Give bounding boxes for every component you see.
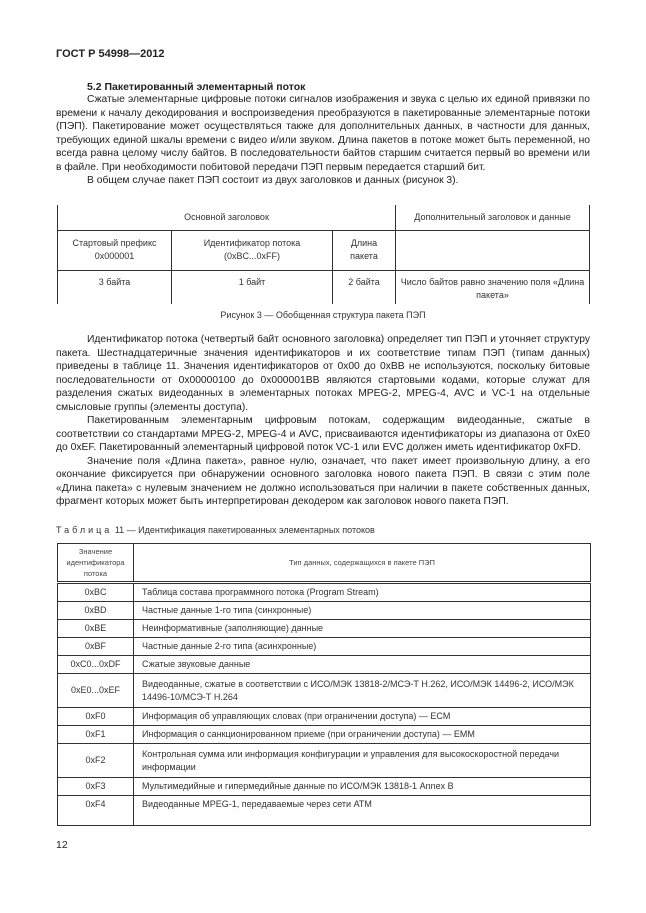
stream-id-cell: 0xF0 — [58, 708, 134, 726]
stream-id-cell: 0xE0...0xEF — [58, 674, 134, 708]
paragraph: Сжатые элементарные цифровые потоки сигналов изображения и звука с целью их единой привязки по времени к началу декодирования и воспроизведения преобразуются в пакетированные элементарные потоки (ПЭП). Пакетирование может осуществляться также для дополнительных данных, в частности для данных, требующих единой шкалы времени с видео и/или звуком. Длина пакетов в потоке может быть переменной, но всегда равна целому числу байтов. В последовательности байтов старшим считается первый во времени или в файле. При необходимости побитовой передачи ПЭП первым передается старший бит. — [56, 94, 590, 173]
size-start-prefix: 3 байта — [58, 270, 172, 304]
document-header: ГОСТ Р 54998—2012 — [56, 48, 165, 60]
figure-caption: Рисунок 3 — Обобщенная структура пакета ПЭП — [220, 310, 426, 320]
intro-text — [56, 93, 590, 188]
paragraph: Идентификатор потока (четвертый байт основного заголовка) определяет тип ПЭП и уточняет структуру пакета. Шестнадцатеричные значения идентификаторов и их соответствие типам ПЭП (типам данных) приведены в таблице 11. Значения идентификаторов от 0x00 до 0xBB не используются, поскольку битовые последовательности от 0x00000100 до 0x000001BB являются стартовыми кодами, которые служат для разделения сжатых видеоданных в элементарных потоках MPEG-2, MPEG-4, AVC и VC-1 на отдельные смысловые группы (элементы доступа). — [56, 334, 590, 413]
stream-id-cell: 0xBE — [58, 620, 134, 638]
stream-id-cell: 0xF2 — [58, 744, 134, 778]
stream-id-cell: 0xBF — [58, 638, 134, 656]
data-type-cell: Видеоданные MPEG-1, передаваемые через сети ATM — [134, 796, 591, 826]
data-type-cell: Таблица состава программного потока (Program Stream) — [134, 583, 591, 602]
table-caption-label: Таблица — [56, 525, 113, 535]
pes-structure-figure — [57, 205, 590, 304]
extra-header-cell: Дополнительный заголовок и данные — [396, 205, 590, 230]
section-title: 5.2 Пакетированный элементарный поток — [87, 81, 306, 93]
table-row — [58, 744, 591, 778]
size-packet-length: 2 байта — [333, 270, 396, 304]
data-type-cell: Мультимедийные и гипермедийные данные по ИСО/МЭК 13818-1 Annex B — [134, 778, 591, 796]
main-header-cell: Основной заголовок — [58, 205, 396, 230]
table-row — [58, 796, 591, 826]
size-stream-id: 1 байт — [172, 270, 333, 304]
data-type-cell: Частные данные 2-го типа (асинхронные) — [134, 638, 591, 656]
paragraph: Значение поля «Длина пакета», равное нулю, означает, что пакет имеет произвольную длину, а его окончание фиксируется при обнаружении основного заголовка нового пакета ПЭП. В связи с этим поле «Длина пакета» с нулевым значением не должно использоваться при наличии в пакете собственных данных, фрагмент которых может быть интерпретирован декодером как заголовок нового пакета ПЭП. — [56, 455, 590, 507]
table-row — [58, 602, 591, 620]
table-row — [58, 674, 591, 708]
page-number: 12 — [56, 839, 68, 851]
stream-id-cell: 0xF3 — [58, 778, 134, 796]
table-caption — [56, 525, 375, 535]
table-caption-text: 11 — Идентификация пакетированных элементарных потоков — [114, 525, 375, 535]
data-type-cell: Информация о санкционированном приеме (при ограничении доступа) — EMM — [134, 726, 591, 744]
table-row — [58, 656, 591, 674]
data-type-cell: Контрольная сумма или информация конфигурации и управления для высокоскоростной передачи информации — [134, 744, 591, 778]
table-row — [58, 583, 591, 602]
stream-id-cell: 0xBC — [58, 583, 134, 602]
column-header-type: Тип данных, содержащихся в пакете ПЭП — [134, 544, 591, 583]
data-type-cell: Информация об управляющих словах (при ограничении доступа) — ECM — [134, 708, 591, 726]
size-extra: Число байтов равно значению поля «Длина пакета» — [396, 270, 590, 304]
field-packet-length: Длина пакета — [333, 230, 396, 270]
table-row — [58, 638, 591, 656]
table-row — [58, 708, 591, 726]
stream-id-cell: 0xBD — [58, 602, 134, 620]
stream-id-cell: 0xF4 — [58, 796, 134, 826]
data-type-cell: Видеоданные, сжатые в соответствии с ИСО/МЭК 13818-2/МСЭ-Т H.262, ИСО/МЭК 14496-2, ИСО/МЭК 14496-10/МСЭ-Т H.264 — [134, 674, 591, 708]
body-text — [56, 333, 590, 509]
table-row — [58, 726, 591, 744]
field-empty — [396, 230, 590, 270]
paragraph: В общем случае пакет ПЭП состоит из двух заголовков и данных (рисунок 3). — [87, 175, 459, 186]
data-type-cell: Частные данные 1-го типа (синхронные) — [134, 602, 591, 620]
stream-id-cell: 0xF1 — [58, 726, 134, 744]
column-header-id: Значение идентификатора потока — [58, 544, 134, 583]
stream-id-table — [57, 543, 591, 826]
data-type-cell: Неинформативные (заполняющие) данные — [134, 620, 591, 638]
data-type-cell: Сжатые звуковые данные — [134, 656, 591, 674]
field-start-prefix: Стартовый префикс 0x000001 — [58, 230, 172, 270]
stream-id-cell: 0xC0...0xDF — [58, 656, 134, 674]
paragraph: Пакетированным элементарным цифровым потокам, содержащим видеоданные, сжатые в соответствии со стандартами MPEG-2, MPEG-4 и AVC, присваиваются идентификаторы из диапазона от 0xE0 до 0xEF. Пакетированный элементарный цифровой поток VC-1 или EVC должен иметь идентификатор 0xFD. — [56, 415, 590, 453]
table-row — [58, 778, 591, 796]
table-row — [58, 620, 591, 638]
field-stream-id: Идентификатор потока (0xBC...0xFF) — [172, 230, 333, 270]
